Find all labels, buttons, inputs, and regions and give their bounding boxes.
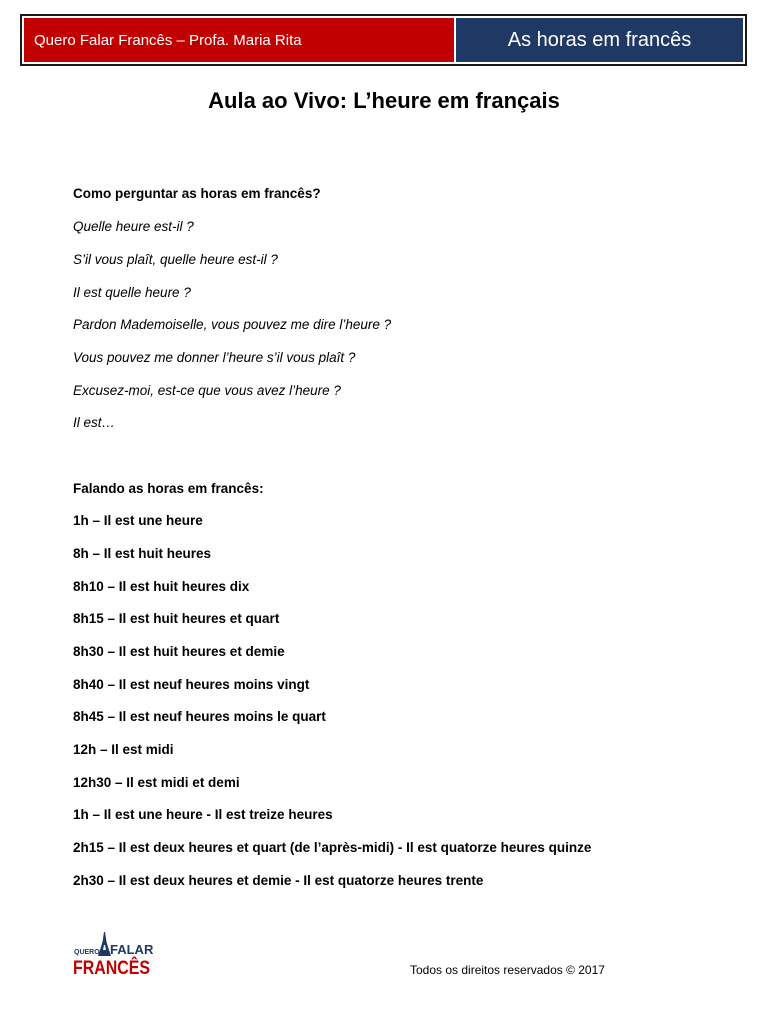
header-topic-label: As horas em francês [456, 18, 743, 62]
question-line: S’il vous plaît, quelle heure est-il ? [73, 252, 278, 267]
time-line: 8h15 – Il est huit heures et quart [73, 611, 280, 626]
time-line: 12h30 – Il est midi et demi [73, 775, 240, 790]
time-line: 8h45 – Il est neuf heures moins le quart [73, 709, 326, 724]
logo-falar-text: FALAR [110, 942, 154, 957]
logo-quero-text: QUERO [74, 949, 100, 956]
question-line: Il est quelle heure ? [73, 285, 191, 300]
logo-frances-text: FRANCÊS [73, 958, 165, 979]
time-line: 8h30 – Il est huit heures et demie [73, 644, 285, 659]
time-line: 12h – Il est midi [73, 742, 174, 757]
section-heading-questions: Como perguntar as horas em francês? [73, 186, 321, 201]
time-line: 1h – Il est une heure [73, 513, 203, 528]
question-line: Il est… [73, 415, 116, 430]
time-line: 1h – Il est une heure - Il est treize heures [73, 807, 333, 822]
question-line: Excusez-moi, est-ce que vous avez l’heure ? [73, 383, 341, 398]
page-title: Aula ao Vivo: L’heure em français [208, 88, 560, 113]
copyright-footer: Todos os direitos reservados © 2017 [410, 963, 605, 977]
time-line: 8h40 – Il est neuf heures moins vingt [73, 677, 310, 692]
header-course-label: Quero Falar Francês – Profa. Maria Rita [24, 18, 454, 62]
quero-falar-frances-logo [72, 932, 165, 979]
question-line: Pardon Mademoiselle, vous pouvez me dire l’heure ? [73, 317, 392, 332]
question-line: Quelle heure est-il ? [73, 219, 194, 234]
header-bar [20, 14, 747, 66]
time-line: 2h15 – Il est deux heures et quart (de l’après-midi) - Il est quatorze heures quinze [73, 840, 592, 855]
section-heading-telling-time: Falando as horas em francês: [73, 481, 264, 496]
question-line: Vous pouvez me donner l’heure s’il vous plaît ? [73, 350, 356, 365]
time-line: 2h30 – Il est deux heures et demie - Il est quatorze heures trente [73, 873, 484, 888]
time-line: 8h – Il est huit heures [73, 546, 212, 561]
time-line: 8h10 – Il est huit heures dix [73, 579, 250, 594]
